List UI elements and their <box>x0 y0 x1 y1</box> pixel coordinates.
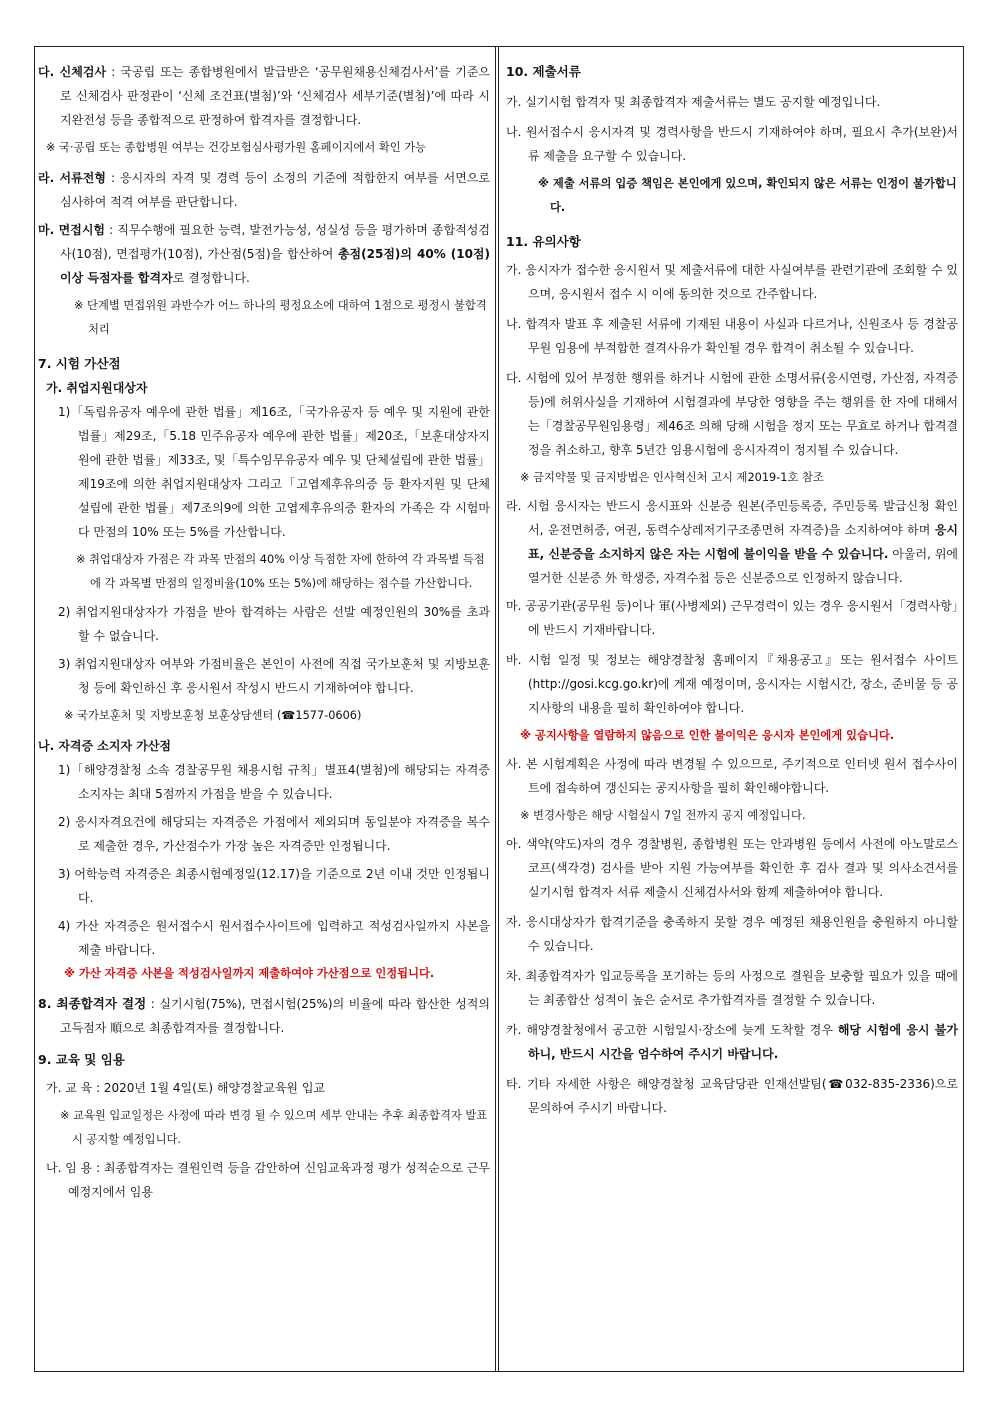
section-9-heading: 9. 교육 및 임용 <box>38 1052 125 1067</box>
interview-note: ※ 단계별 면접위원 과반수가 어느 하나의 평정요소에 대하여 1점으로 평정시 불합격처리 <box>74 299 487 336</box>
docs-item-na: 나. 원서접수시 응시자격 및 경력사항을 반드시 기재하여야 하며, 필요시 추가(보완)서류 제출을 요구할 수 있습니다. <box>506 125 958 163</box>
notice-item-ra: 라. 시험 응시자는 반드시 응시표와 신분증 원본(주민등록증, 주민등록 발급신청 확인서, 운전면허증, 여권, 동력수상레저기구조종면허 자격증)을 소지하여야 하며 응시표, 신분증을 소지하지 않은 자는 시험에 불이익을 받을 수 있습니다. 아울러, 위에 열거한 신분증 外 학생증, 자격수첩 등은 신분증으로 인정하지 않습니다. <box>506 499 959 585</box>
section-11-heading: 11. 유의사항 <box>506 234 581 249</box>
bonus-item-3-note: ※ 국가보훈처 및 지방보훈청 보훈상담센터 (☎1577-0606) <box>64 709 362 722</box>
notice-item-ga: 가. 응시자가 접수한 응시원서 및 제출서류에 대한 사실여부를 관련기관에 조회할 수 있으며, 응시원서 접수 시 이에 동의한 것으로 간주합니다. <box>506 263 958 301</box>
notice-item-ta: 타. 기타 자세한 사항은 해양경찰청 교육담당관 인재선발팀(☎032-835-2336)으로 문의하여 주시기 바랍니다. <box>506 1077 958 1115</box>
cert-item-4: 4) 가산 자격증은 원서접수시 원서접수사이트에 입력하고 적성검사일까지 사본을 제출 바랍니다. <box>58 919 490 957</box>
notice-item-sa-note: ※ 변경사항은 해당 시험실시 7일 전까지 공지 예정입니다. <box>520 809 806 822</box>
notice-item-da: 다. 시험에 있어 부정한 행위를 하거나 시험에 관한 소명서류(응시연령, 가산점, 자격증 등)에 허위사실을 기재하여 시험결과에 부당한 영향을 주는 행위를 한 자에 대해서는「경찰공무원임용령」제46조 의해 당해 시험을 정지 또는 무효로 하거나 합격결정을 취소하고, 향후 5년간 임용시험에 응시자격이 정지될 수 있습니다. <box>506 371 958 457</box>
left-column <box>38 60 490 1204</box>
cert-item-3: 3) 어학능력 자격증은 최종시험예정일(12.17)을 기준으로 2년 이내 것만 인정됩니다. <box>58 867 490 905</box>
column-divider <box>495 46 499 1372</box>
notice-item-ja: 자. 응시대상자가 합격기준을 충족하지 못할 경우 예정된 채용인원을 충원하지 아니할 수 있습니다. <box>506 915 958 953</box>
bonus-item-1: 1)「독립유공자 예우에 관한 법률」제16조,「국가유공자 등 예우 및 지원에 관한 법률」제29조,「5.18 민주유공자 예우에 관한 법률」제20조,「보훈대상자지원에 관한 법률」제33조, 및「특수임무유공자 예우 및 단체설립에 관한 법률」제19조에 의한 취업지원대상자 그리고「고엽제후유의증 등 환자지원 및 단체설립에 관한 법률」제7조의9에 의한 고엽제후유의증 환자의 가족은 각 시험마다 만점의 10% 또는 5%를 가산합니다. <box>58 405 490 539</box>
bonus-item-1-note: ※ 취업대상자 가점은 각 과목 만점의 40% 이상 득점한 자에 한하여 각 과목별 득점에 각 과목별 만점의 일정비율(10% 또는 5%)에 해당하는 점수를 가산합니다. <box>76 553 485 590</box>
cert-item-4-note: ※ 가산 자격증 사본을 적성검사일까지 제출하여야 가산점으로 인정됩니다. <box>64 967 435 980</box>
section-9-education: 가. 교 육 : 2020년 1월 4일(토) 해양경찰교육원 입교 <box>46 1081 326 1095</box>
cert-item-1: 1)「해양경찰청 소속 경찰공무원 채용시험 규칙」별표4(별첨)에 해당되는 자격증 소지자는 최대 5점까지 가점을 받을 수 있습니다. <box>58 763 490 801</box>
section-8-paragraph: 8. 최종합격자 결정 : 실기시험(75%), 면접시험(25%)의 비율에 따라 합산한 성적의 고득점자 順으로 최종합격자를 결정합니다. <box>38 996 490 1035</box>
section-9-appointment: 나. 임 용 : 최종합격자는 결원인력 등을 감안하여 신임교육과정 평가 성적순으로 근무예정지에서 임용 <box>46 1161 490 1199</box>
section-7-na-heading: 나. 자격증 소지자 가산점 <box>38 739 172 753</box>
interview-paragraph: 마. 면접시험 : 직무수행에 필요한 능력, 발전가능성, 성실성 등을 평가하며 종합적성검사(10점), 면접평가(10점), 가산점(5점)을 합산하여 총점(25점)의 40% (10점)이상 득점자를 합격자로 결정합니다. <box>38 223 491 285</box>
right-column <box>506 60 958 1120</box>
bonus-item-2: 2) 취업지원대상자가 가점을 받아 합격하는 사람은 선발 예정인원의 30%를 초과할 수 없습니다. <box>58 605 490 643</box>
notice-item-da-note: ※ 금지약물 및 금지방법은 인사혁신처 고시 제2019-1호 참조 <box>520 471 824 484</box>
docs-note: ※ 제출 서류의 입증 책임은 본인에게 있으며, 확인되지 않은 서류는 인정이 불가합니다. <box>538 177 957 214</box>
docs-item-ga: 가. 실기시험 합격자 및 최종합격자 제출서류는 별도 공지할 예정입니다. <box>506 95 881 109</box>
medical-exam-paragraph: 다. 신체검사 : 국공립 또는 종합병원에서 발급받은 ‘공무원채용신체검사서’를 기준으로 신체검사 판정관이 ‘신체 조건표(별첨)’와 ‘신체검사 세부기준(별첨)’에 따라 시지완전성 등을 종합적으로 판정하여 합격자를 결정합니다. <box>38 65 490 127</box>
section-9-note: ※ 교육원 입교일정은 사정에 따라 변경 될 수 있으며 세부 안내는 추후 최종합격자 발표시 공지할 예정입니다. <box>60 1109 488 1146</box>
notice-item-ba: 바. 시험 일정 및 정보는 해양경찰청 홈페이지『채용공고』또는 원서접수 사이트(http://gosi.kcg.go.kr)에 게재 예정이며, 응시자는 시험시간, 장소, 준비물 등 공지사항의 내용을 필히 확인하여야 합니다. <box>506 653 958 715</box>
cert-item-2: 2) 응시자격요건에 해당되는 자격증은 가점에서 제외되며 동일분야 자격증을 복수로 제출한 경우, 가산점수가 가장 높은 자격증만 인정됩니다. <box>58 815 490 853</box>
notice-item-na: 나. 합격자 발표 후 제출된 서류에 기재된 내용이 사실과 다르거나, 신원조사 등 경찰공무원 임용에 부적합한 결격사유가 확인될 경우 합격이 취소될 수 있습니다. <box>506 317 958 355</box>
section-7-heading: 7. 시험 가산점 <box>38 356 121 371</box>
notice-item-sa: 사. 본 시험계획은 사정에 따라 변경될 수 있으므로, 주기적으로 인터넷 원서 접수사이트에 접속하여 갱신되는 공지사항을 필히 확인해야합니다. <box>506 757 958 795</box>
notice-item-ka: 카. 해양경찰청에서 공고한 시험일시·장소에 늦게 도착할 경우 해당 시험에 응시 불가하니, 반드시 시간을 엄수하여 주시기 바랍니다. <box>506 1023 958 1061</box>
notice-item-ma: 마. 공공기관(공무원 등)이나 軍(사병제외) 근무경력이 있는 경우 응시원서「경력사항」에 반드시 기재바랍니다. <box>506 599 958 637</box>
section-7-ga-heading: 가. 취업지원대상자 <box>46 381 148 395</box>
notice-item-cha: 차. 최종합격자가 입교등록을 포기하는 등의 사정으로 결원을 보충할 필요가 있을 때에는 최종합산 성적이 높은 순서로 추가합격자를 결정할 수 있습니다. <box>506 969 958 1007</box>
notice-item-ba-note: ※ 공지사항을 열람하지 않음으로 인한 불이익은 응시자 본인에게 있습니다. <box>520 729 895 742</box>
notice-item-a: 아. 색약(약도)자의 경우 경찰병원, 종합병원 또는 안과병원 등에서 사전에 아노말로스코프(색각경) 검사를 받아 지원 가능여부를 확인한 후 검사 결과 및 의사소견서를 실기시험 합격자 서류 제출시 신체검사서와 함께 제출하여야 합니다. <box>506 837 958 899</box>
medical-exam-note: ※ 국·공립 또는 종합병원 여부는 건강보험심사평가원 홈페이지에서 확인 가능 <box>46 141 427 154</box>
section-10-heading: 10. 제출서류 <box>506 64 581 79</box>
bonus-item-3: 3) 취업지원대상자 여부와 가점비율은 본인이 사전에 직접 국가보훈처 및 지방보훈청 등에 확인하신 후 응시원서 작성시 반드시 기재하여야 합니다. <box>58 657 490 695</box>
document-screening-paragraph: 라. 서류전형 : 응시자의 자격 및 경력 등이 소정의 기준에 적합한지 여부를 서면으로 심사하여 적격 여부를 판단합니다. <box>38 171 490 209</box>
